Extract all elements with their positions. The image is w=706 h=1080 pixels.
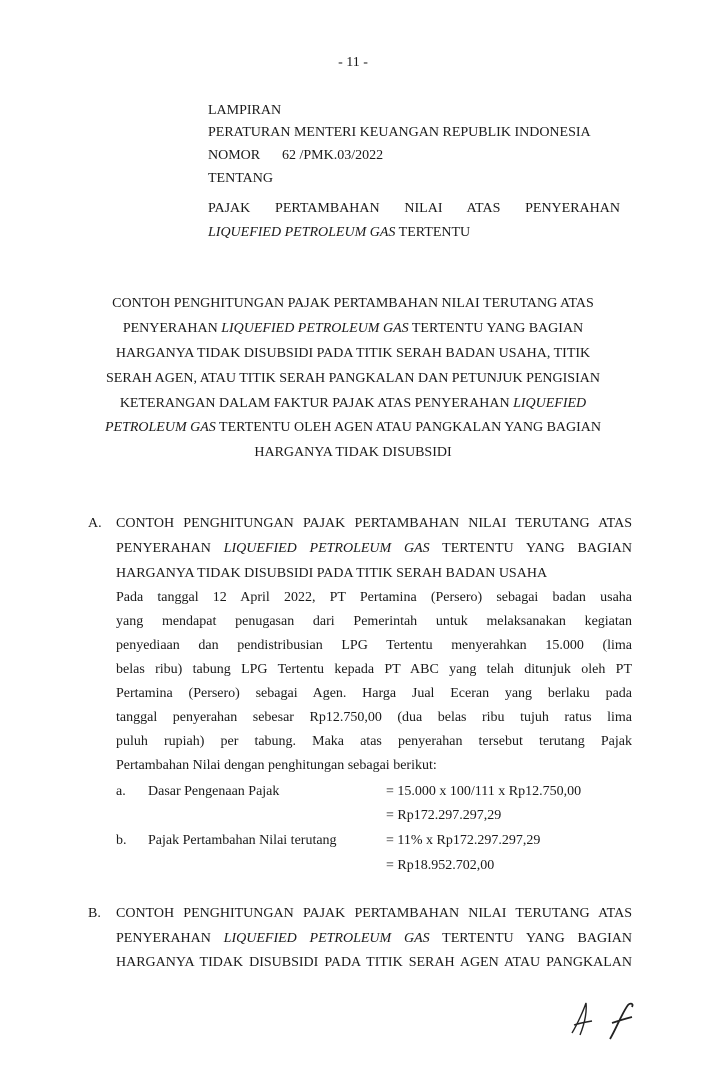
title-line: SERAH AGEN, ATAU TITIK SERAH PANGKALAN DAN PETUNJUK PENGISIAN: [106, 371, 600, 386]
title-line: PETROLEUM GAS TERTENTU OLEH AGEN ATAU PANGKALAN YANG BAGIAN: [104, 420, 602, 435]
item-label: Dasar Pengenaan Pajak: [148, 784, 280, 799]
page-number: - 11 -: [338, 55, 368, 70]
paragraph-line: Pertamina (Persero) sebagai Agen. Harga Jual Eceran yang berlaku pada: [116, 686, 632, 701]
item-formula: = 11% x Rp172.297.297,29: [386, 833, 541, 848]
paragraph-line: tanggal penyerahan sebesar Rp12.750,00 (dua belas ribu tujuh ratus lima: [116, 710, 632, 725]
title-line: HARGANYA TIDAK DISUBSIDI PADA TITIK SERAH BADAN USAHA, TITIK: [115, 346, 591, 361]
subject-line-2: LIQUEFIED PETROLEUM GAS TERTENTU: [208, 225, 471, 240]
item-result: = Rp172.297.297,29: [386, 808, 502, 823]
section-heading: PENYERAHAN LIQUEFIED PETROLEUM GAS TERTENTU YANG BAGIAN: [116, 931, 632, 946]
item-formula: = 15.000 x 100/111 x Rp12.750,00: [386, 784, 582, 799]
section-heading: PENYERAHAN LIQUEFIED PETROLEUM GAS TERTENTU YANG BAGIAN: [116, 541, 632, 556]
section-heading: CONTOH PENGHITUNGAN PAJAK PERTAMBAHAN NILAI TERUTANG ATAS: [116, 516, 632, 531]
regulation-title: PERATURAN MENTERI KEUANGAN REPUBLIK INDONESIA: [208, 125, 591, 140]
item-label: Pajak Pertambahan Nilai terutang: [148, 833, 337, 848]
subject-line-1: PAJAK PERTAMBAHAN NILAI ATAS PENYERAHAN: [208, 201, 620, 216]
section-heading: HARGANYA TIDAK DISUBSIDI PADA TITIK SERAH BADAN USAHA: [116, 566, 548, 581]
paragraph-line: puluh rupiah) per tabung. Maka atas penyerahan tersebut terutang Pajak: [116, 734, 632, 749]
paragraph-line: Pada tanggal 12 April 2022, PT Pertamina (Persero) sebagai badan usaha: [116, 590, 632, 605]
section-heading: CONTOH PENGHITUNGAN PAJAK PERTAMBAHAN NILAI TERUTANG ATAS: [116, 906, 632, 921]
title-line: PENYERAHAN LIQUEFIED PETROLEUM GAS TERTENTU YANG BAGIAN: [122, 321, 584, 336]
section-letter: B.: [88, 906, 101, 921]
section-heading: HARGANYA TIDAK DISUBSIDI PADA TITIK SERAH AGEN ATAU PANGKALAN: [116, 955, 632, 970]
nomor-value: 62 /PMK.03/2022: [282, 148, 384, 163]
paragraph-line: yang mendapat penugasan dari Pemerintah untuk melaksanakan kegiatan: [116, 614, 632, 629]
title-line: CONTOH PENGHITUNGAN PAJAK PERTAMBAHAN NILAI TERUTANG ATAS: [112, 296, 594, 311]
item-marker: b.: [116, 833, 127, 848]
paragraph-line: Pertambahan Nilai dengan penghitungan sebagai berikut:: [116, 758, 437, 773]
paragraph-line: penyediaan dan pendistribusian LPG Tertentu menyerahkan 15.000 (lima: [116, 638, 632, 653]
item-marker: a.: [116, 784, 126, 799]
title-line: KETERANGAN DALAM FAKTUR PAJAK ATAS PENYERAHAN LIQUEFIED: [119, 396, 587, 411]
initials-signature: [560, 995, 640, 1045]
section-letter: A.: [88, 516, 102, 531]
title-line: HARGANYA TIDAK DISUBSIDI: [254, 445, 452, 460]
nomor-label: NOMOR: [208, 148, 261, 163]
item-result: = Rp18.952.702,00: [386, 858, 495, 873]
tentang-label: TENTANG: [208, 171, 273, 186]
lampiran-label: LAMPIRAN: [208, 103, 282, 118]
paragraph-line: belas ribu) tabung LPG Tertentu kepada PT ABC yang telah ditunjuk oleh PT: [116, 662, 632, 677]
